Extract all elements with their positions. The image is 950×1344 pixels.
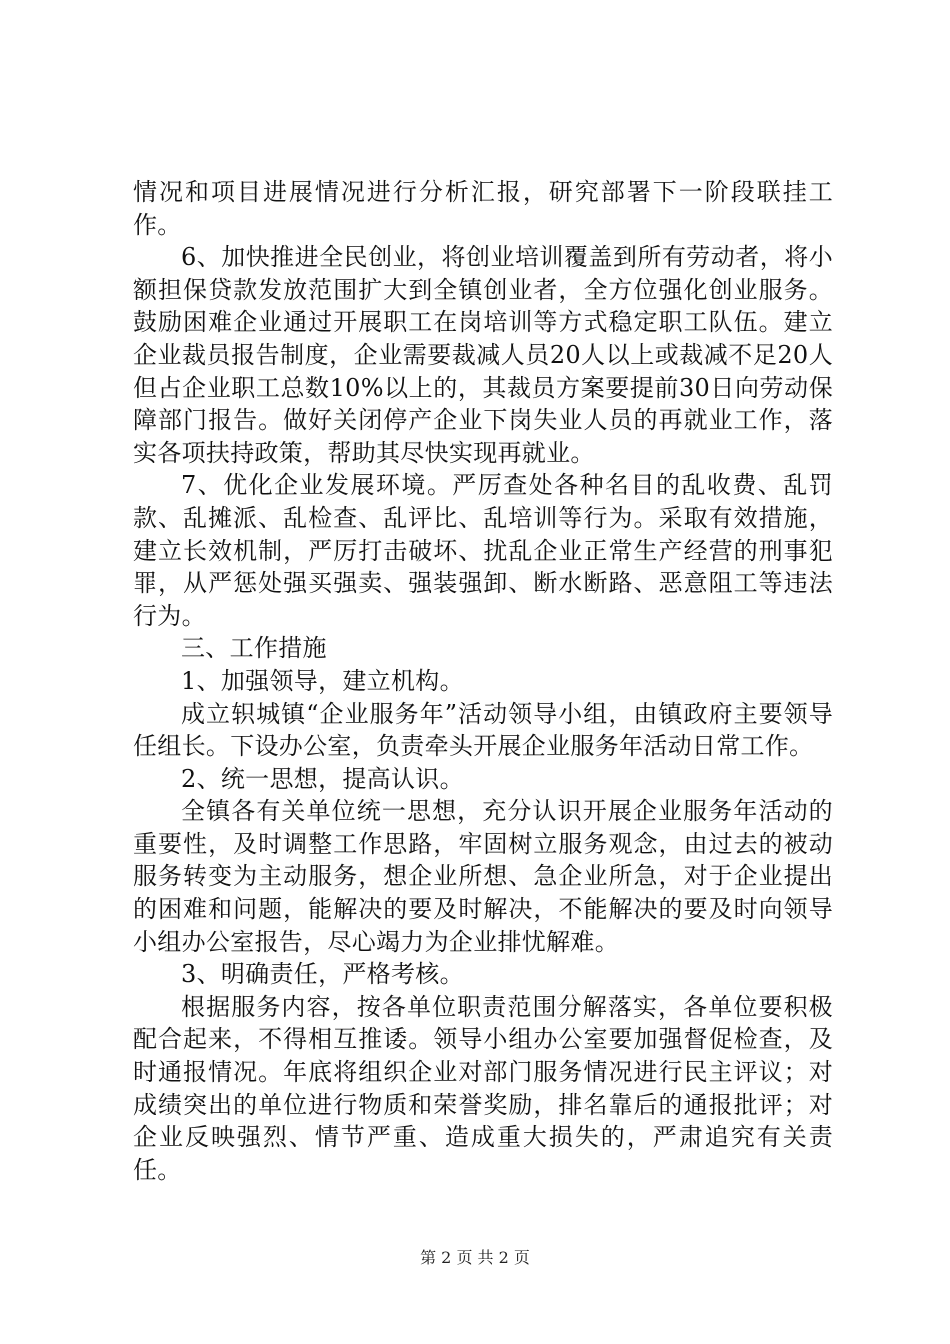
subheading-measure-2: 2、统一思想，提高认识。: [181, 764, 464, 793]
paragraph-measure-1: 成立轵城镇“企业服务年”活动领导小组，由镇政府主要领导任组长。下设办公室，负责牵头开展企业服务年活动日常工作。: [133, 699, 833, 761]
section-heading-measures: 三、工作措施: [181, 634, 327, 663]
paragraph-measure-3: 根据服务内容，按各单位职责范围分解落实，各单位要积极配合起来，不得相互推诿。领导小组办公室要加强督促检查，及时通报情况。年底将组织企业对部门服务情况进行民主评议；对成绩突出的单位进行物质和荣誉奖励，排名靠后的通报批评；对企业反映强烈、情节严重、造成重大损失的，严肃追究有关责任。: [133, 992, 833, 1184]
document-body: [133, 176, 833, 1186]
subheading-measure-1: 1、加强领导，建立机构。: [181, 666, 464, 695]
paragraph-item-6: 6、加快推进全民创业，将创业培训覆盖到所有劳动者，将小额担保贷款发放范围扩大到全镇创业者，全方位强化创业服务。鼓励困难企业通过开展职工在岗培训等方式稳定职工队伍。建立企业裁员报告制度，企业需要裁减人员20人以上或裁减不足20人但占企业职工总数10%以上的，其裁员方案要提前30日向劳动保障部门报告。做好关闭停产企业下岗失业人员的再就业工作，落实各项扶持政策，帮助其尽快实现再就业。: [133, 243, 833, 467]
paragraph-item-7: 7、优化企业发展环境。严厉查处各种名目的乱收费、乱罚款、乱摊派、乱检查、乱评比、乱培训等行为。采取有效措施，建立长效机制，严厉打击破坏、扰乱企业正常生产经营的刑事犯罪，从严惩处强买强卖、强装强卸、断水断路、恶意阻工等违法行为。: [133, 471, 833, 630]
subheading-measure-3: 3、明确责任，严格考核。: [181, 960, 464, 989]
paragraph-continuation: 情况和项目进展情况进行分析汇报，研究部署下一阶段联挂工作。: [133, 178, 833, 239]
page-footer: 第 2 页 共 2 页: [420, 1248, 530, 1267]
paragraph-measure-2: 全镇各有关单位统一思想，充分认识开展企业服务年活动的重要性，及时调整工作思路，牢固树立服务观念，由过去的被动服务转变为主动服务，想企业所想、急企业所急，对于企业提出的困难和问题，能解决的要及时解决，不能解决的要及时向领导小组办公室报告，尽心竭力为企业排忧解难。: [133, 797, 833, 956]
